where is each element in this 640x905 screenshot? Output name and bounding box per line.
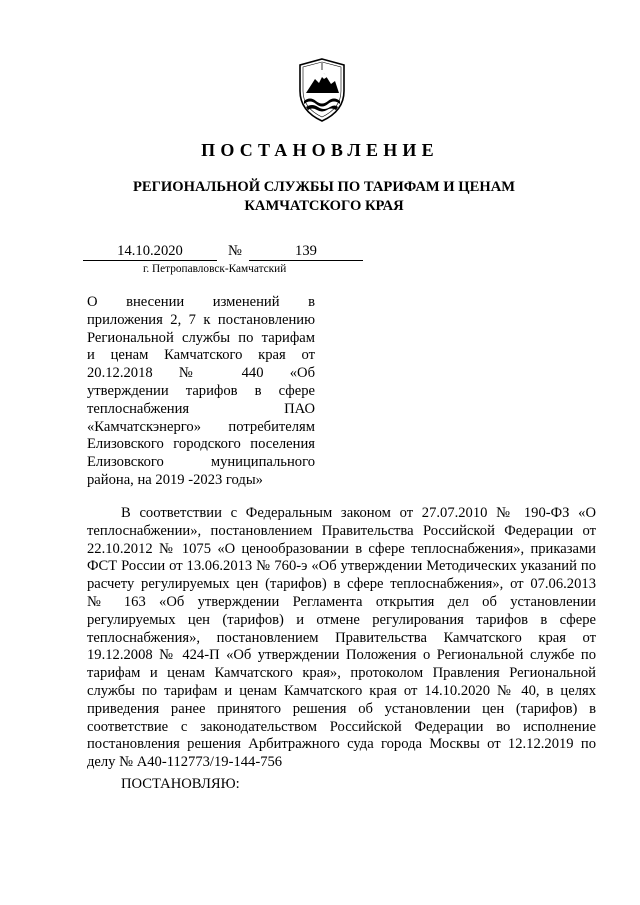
issuer-line: РЕГИОНАЛЬНОЙ СЛУЖБЫ ПО ТАРИФАМ И ЦЕНАМ (132, 179, 516, 195)
subject-line: Елизовского городского поселения (87, 436, 315, 453)
subject-line: О внесении изменений в (87, 294, 315, 310)
body-line: тарифам и ценам Камчатского края», протоколом Правления Региональной (87, 665, 596, 682)
subject-line: и ценам Камчатского края от (87, 347, 315, 364)
body-line: приведения ранее принятого решения об установлении цен (тарифов) в (87, 700, 596, 717)
date-underline (83, 260, 217, 261)
date-number-row (83, 243, 373, 261)
body-line: 22.10.2012 № 1075 «О ценообразовании в сфере теплоснабжения», приказами (87, 540, 596, 557)
city-label: г. Петропавловск-Камчатский (143, 263, 287, 275)
body-line: соответствие с законодательством Российской Федерации во исполнение (87, 718, 596, 735)
number-sign: № (228, 243, 242, 259)
body-line: ФСТ России от 13.06.2013 № 760-э «Об утверждении Методических указаний по (87, 558, 596, 575)
body-line: 19.12.2008 № 424-П «Об утверждении Положения о Региональной службе по (87, 647, 596, 664)
body-line: расчету регулируемых цен (тарифов) в сфере теплоснабжения», от 07.06.2013 (87, 576, 596, 593)
document-type-title: ПОСТАНОВЛЕНИЕ (201, 140, 439, 160)
subject-line: теплоснабжения ПАО (87, 400, 315, 417)
kamchatka-coat-of-arms-icon (297, 57, 347, 123)
preamble-paragraph (87, 505, 596, 772)
body-line: делу № А40-112773/19-144-756 (87, 754, 283, 771)
body-line: № 163 «Об утверждении Регламента открытия дел об установлении (87, 593, 596, 610)
subject-line: 20.12.2018 № 440 «Об (87, 365, 315, 382)
subject-line: приложения 2, 7 к постановлению (87, 311, 315, 328)
subject-line: района, на 2019 -2023 годы» (87, 471, 263, 488)
body-line: теплоснабжении», постановлением Правительства Российской Федерации от (87, 522, 596, 539)
subject-line: Елизовского муниципального (87, 454, 315, 471)
resolution-heading: ПОСТАНОВЛЯЮ: (121, 776, 240, 792)
number-underline (249, 260, 363, 261)
issuer-line: КАМЧАТСКОГО КРАЯ (244, 198, 404, 214)
issuer-name (118, 178, 530, 216)
subject-line: «Камчатскэнерго» потребителям (87, 418, 315, 435)
body-line: теплоснабжения», постановлением Правительства Камчатского края от (87, 629, 596, 646)
document-number: 139 (295, 243, 317, 259)
subject-block (87, 294, 315, 490)
subject-line: Региональной службы по тарифам (87, 329, 315, 346)
body-line: В соответствии с Федеральным законом от 27.07.2010 № 190-ФЗ «О (121, 505, 596, 521)
body-line: постановления решения Арбитражного суда города Москвы от 12.12.2019 по (87, 736, 596, 753)
subject-line: утверждении тарифов в сфере (87, 382, 315, 399)
body-line: регулируемых цен (тарифов) и отмене регулирования тарифов в сфере (87, 611, 596, 628)
document-date: 14.10.2020 (117, 243, 183, 259)
body-line: службы по тарифам и ценам Камчатского края от 14.10.2020 № 40, в целях (87, 682, 596, 699)
